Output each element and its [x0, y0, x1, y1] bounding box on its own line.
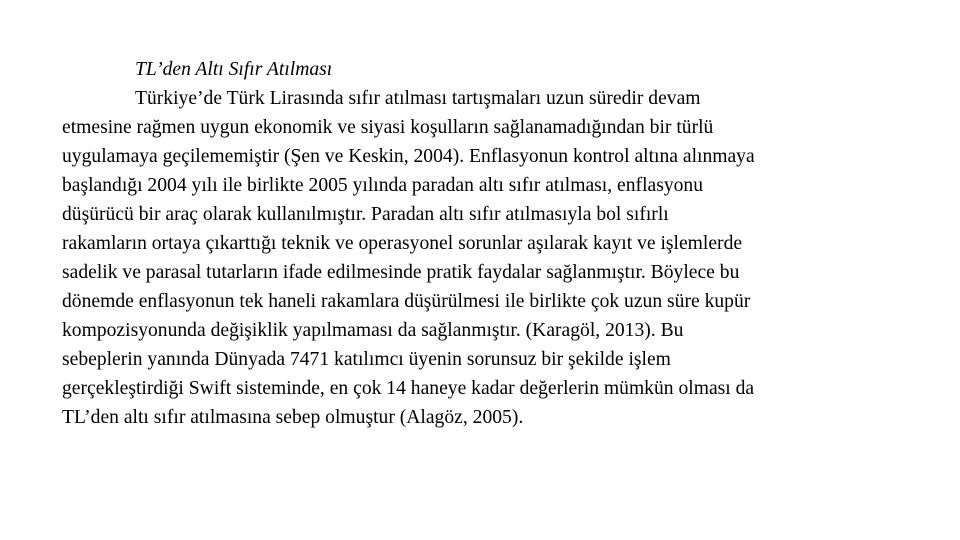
paragraph-line: dönemde enflasyonun tek haneli rakamlara düşürülmesi ile birlikte çok uzun süre kupür	[62, 291, 751, 312]
paragraph-line: TL’den altı sıfır atılmasına sebep olmuştur (Alagöz, 2005).	[62, 407, 524, 428]
paragraph-line: rakamların ortaya çıkarttığı teknik ve operasyonel sorunlar aşılarak kayıt ve işlemlerde	[62, 233, 743, 254]
paragraph-line: Türkiye’de Türk Lirasında sıfır atılması tartışmaları uzun süredir devam	[135, 88, 701, 109]
text-block	[62, 55, 922, 432]
document-title: TL’den Altı Sıfır Atılması	[135, 59, 333, 80]
paragraph-line: sebeplerin yanında Dünyada 7471 katılımcı üyenin sorunsuz bir şekilde işlem	[62, 349, 671, 370]
paragraph-line: kompozisyonunda değişiklik yapılmaması da sağlanmıştır. (Karagöl, 2013). Bu	[62, 320, 684, 341]
paragraph-line: uygulamaya geçilememiştir (Şen ve Keskin, 2004). Enflasyonun kontrol altına alınmaya	[62, 146, 755, 167]
paragraph-line: başlandığı 2004 yılı ile birlikte 2005 yılında paradan altı sıfır atılması, enflasyonu	[62, 175, 704, 196]
paragraph	[62, 84, 922, 432]
paragraph-line: etmesine rağmen uygun ekonomik ve siyasi koşulların sağlanamadığından bir türlü	[62, 117, 714, 138]
paragraph-line: sadelik ve parasal tutarların ifade edilmesinde pratik faydalar sağlanmıştır. Böylece bu	[62, 262, 740, 283]
paragraph-line: gerçekleştirdiği Swift sisteminde, en çok 14 haneye kadar değerlerin mümkün olması da	[62, 378, 755, 399]
paragraph-line: düşürücü bir araç olarak kullanılmıştır. Paradan altı sıfır atılmasıyla bol sıfırlı	[62, 204, 669, 225]
